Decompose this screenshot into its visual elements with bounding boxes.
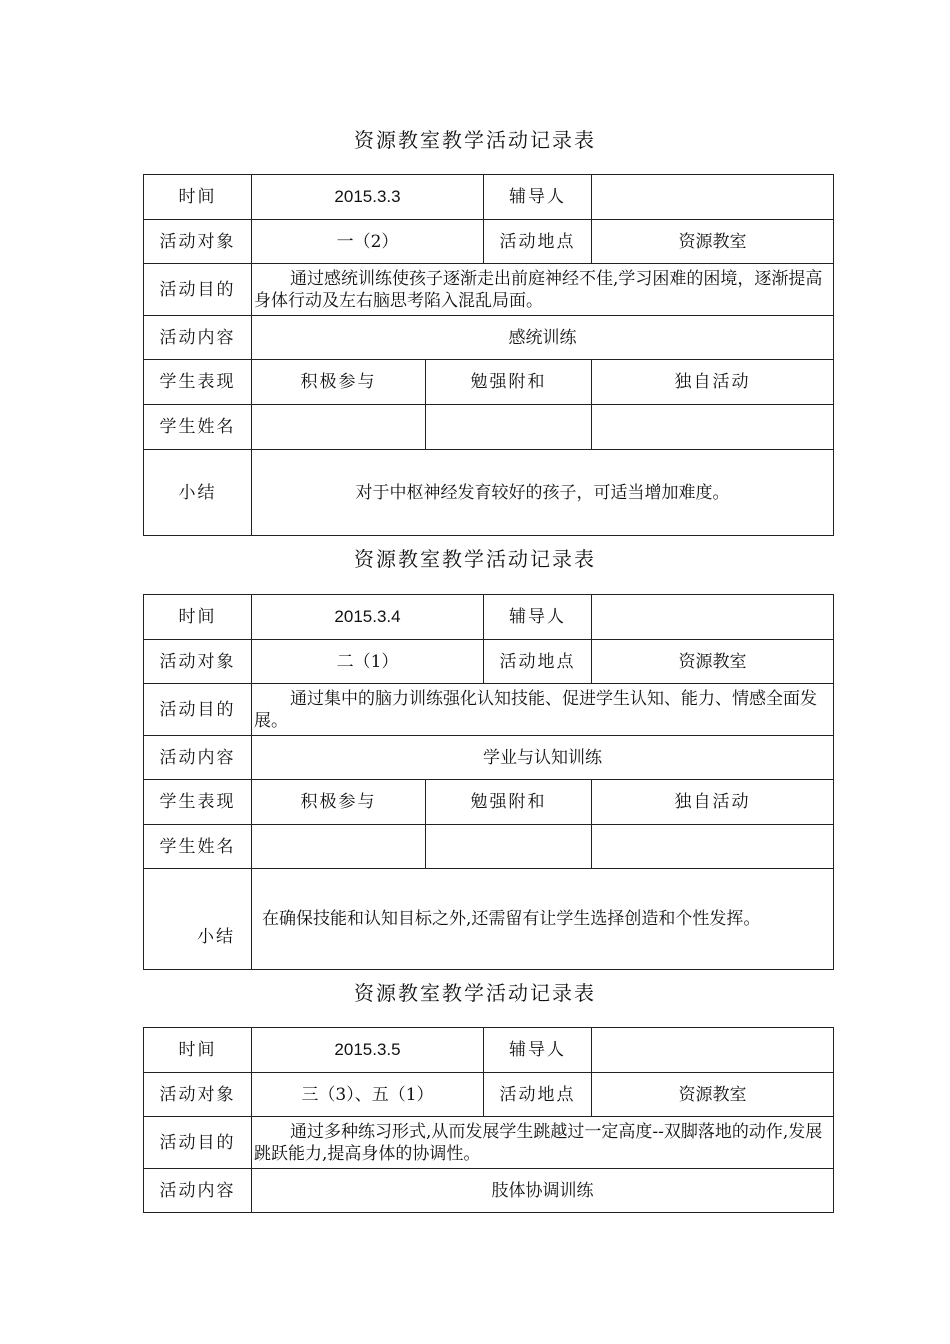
place-label: 活动地点 <box>484 640 592 684</box>
tutor-label: 辅导人 <box>484 595 592 640</box>
content-value: 肢体协调训练 <box>252 1169 834 1213</box>
target-label: 活动对象 <box>144 1073 252 1117</box>
time-label: 时间 <box>144 175 252 220</box>
place-value: 资源教室 <box>592 640 834 684</box>
place-value: 资源教室 <box>592 220 834 264</box>
names-label: 学生姓名 <box>144 405 252 450</box>
time-label: 时间 <box>144 1028 252 1073</box>
tutor-label: 辅导人 <box>484 175 592 220</box>
time-value: 2015.3.3 <box>252 175 484 220</box>
content-label: 活动内容 <box>144 316 252 360</box>
content-label: 活动内容 <box>144 1169 252 1213</box>
time-label: 时间 <box>144 595 252 640</box>
record-2-title: 资源教室教学活动记录表 <box>354 547 596 571</box>
perf-alone: 独自活动 <box>592 360 834 405</box>
time-value: 2015.3.5 <box>252 1028 484 1073</box>
tutor-value <box>592 595 834 640</box>
names-active <box>252 825 426 869</box>
perf-alone: 独自活动 <box>592 780 834 825</box>
names-alone <box>592 825 834 869</box>
place-label: 活动地点 <box>484 220 592 264</box>
content-value: 感统训练 <box>252 316 834 360</box>
time-value: 2015.3.4 <box>252 595 484 640</box>
record-3-table <box>143 1027 834 1213</box>
performance-label: 学生表现 <box>144 360 252 405</box>
summary-text: 对于中枢神经发育较好的孩子，可适当增加难度。 <box>252 450 834 536</box>
target-value: 二（1） <box>252 640 484 684</box>
target-label: 活动对象 <box>144 640 252 684</box>
names-alone <box>592 405 834 450</box>
names-reluctant <box>426 825 592 869</box>
record-2-table <box>143 594 834 970</box>
perf-reluctant: 勉强附和 <box>426 360 592 405</box>
summary-label: 小结 <box>144 869 252 970</box>
performance-label: 学生表现 <box>144 780 252 825</box>
purpose-label: 活动目的 <box>144 684 252 736</box>
record-1-title: 资源教室教学活动记录表 <box>354 128 596 152</box>
place-label: 活动地点 <box>484 1073 592 1117</box>
target-label: 活动对象 <box>144 220 252 264</box>
summary-label: 小结 <box>144 450 252 536</box>
summary-text: 在确保技能和认知目标之外,还需留有让学生选择创造和个性发挥。 <box>252 869 834 970</box>
purpose-text: 通过感统训练使孩子逐渐走出前庭神经不佳,学习困难的困境，逐渐提高身体行动及左右脑思考陷入混乱局面。 <box>252 264 834 316</box>
perf-active: 积极参与 <box>252 780 426 825</box>
purpose-text: 通过多种练习形式,从而发展学生跳越过一定高度--双脚落地的动作,发展跳跃能力,提高身体的协调性。 <box>252 1117 834 1169</box>
tutor-value <box>592 1028 834 1073</box>
purpose-label: 活动目的 <box>144 1117 252 1169</box>
purpose-text: 通过集中的脑力训练强化认知技能、促进学生认知、能力、情感全面发展。 <box>252 684 834 736</box>
names-label: 学生姓名 <box>144 825 252 869</box>
content-label: 活动内容 <box>144 736 252 780</box>
names-reluctant <box>426 405 592 450</box>
content-value: 学业与认知训练 <box>252 736 834 780</box>
purpose-label: 活动目的 <box>144 264 252 316</box>
target-value: 一（2） <box>252 220 484 264</box>
names-active <box>252 405 426 450</box>
target-value: 三（3）、五（1） <box>252 1073 484 1117</box>
perf-active: 积极参与 <box>252 360 426 405</box>
record-3-title: 资源教室教学活动记录表 <box>354 981 596 1005</box>
perf-reluctant: 勉强附和 <box>426 780 592 825</box>
place-value: 资源教室 <box>592 1073 834 1117</box>
tutor-label: 辅导人 <box>484 1028 592 1073</box>
tutor-value <box>592 175 834 220</box>
record-1-table <box>143 174 834 536</box>
